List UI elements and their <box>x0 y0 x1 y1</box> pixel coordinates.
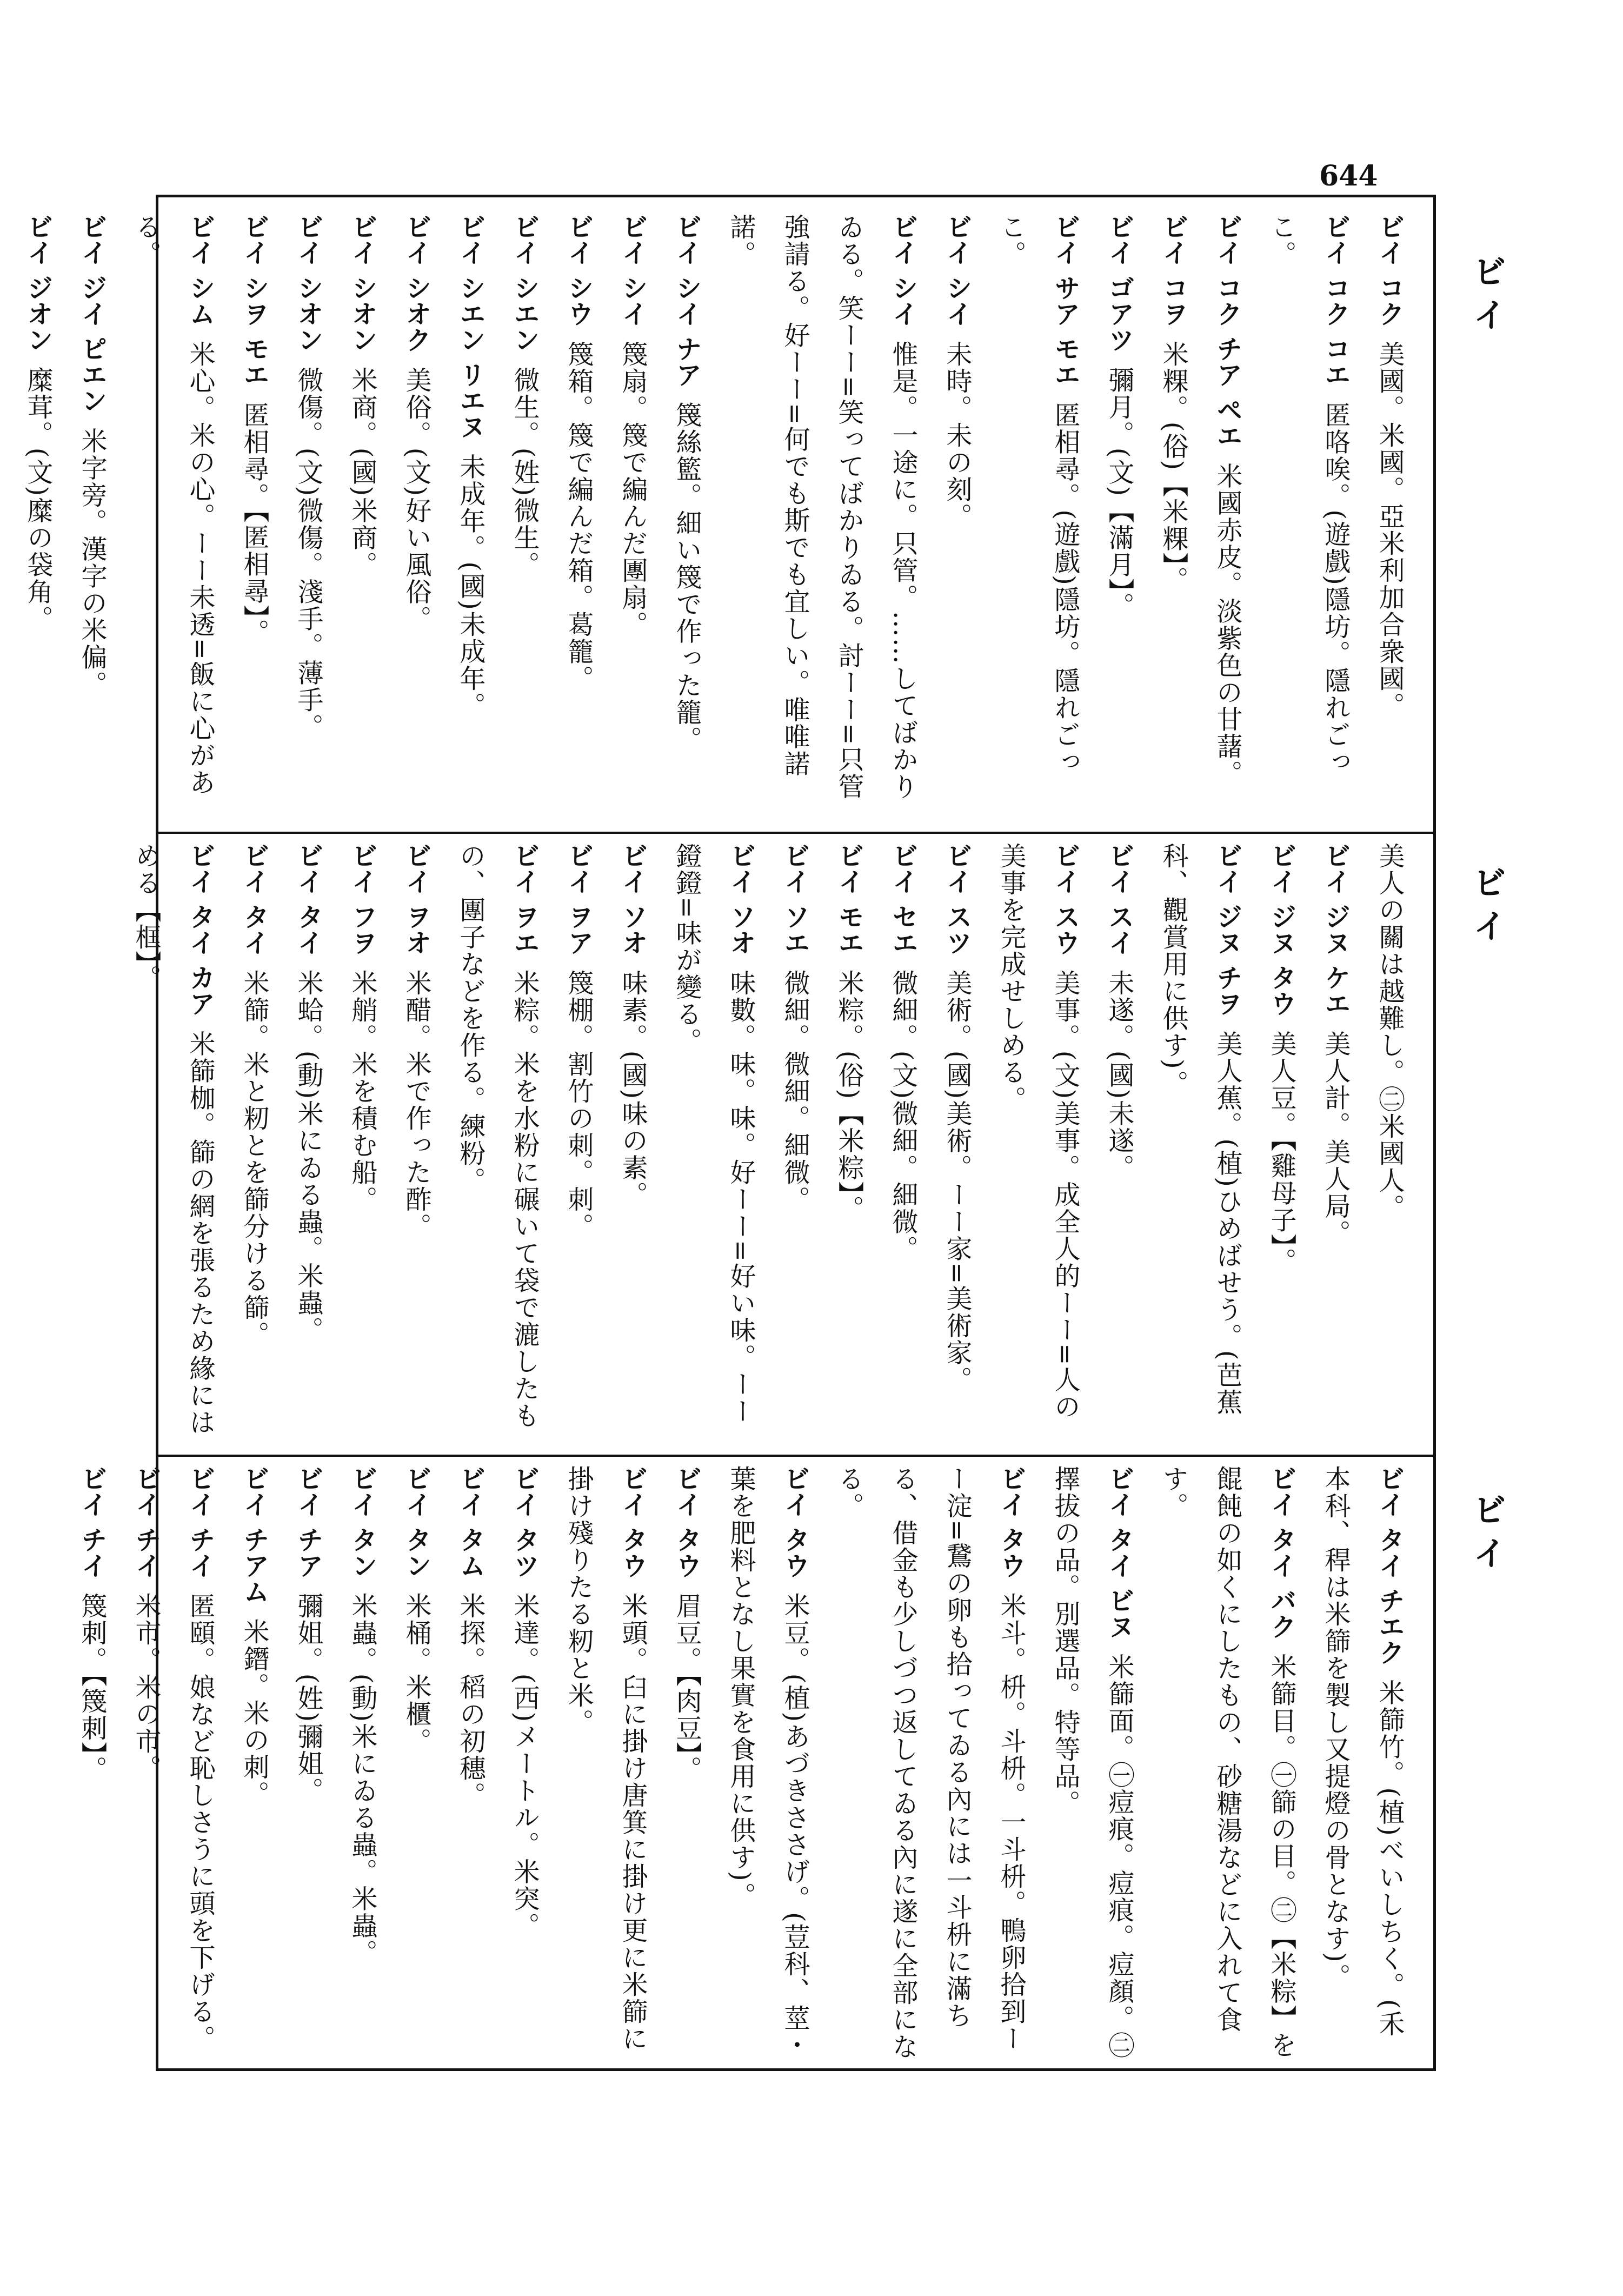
entry-definition: 美俗。(文)好い風俗。 <box>401 366 431 633</box>
entry-reading: ビイ コヲ <box>1158 214 1188 327</box>
dictionary-entry <box>930 214 984 822</box>
entry-definition: 未成年。(國)未成年。 <box>455 453 485 719</box>
entry-definition: 美人豆。【雞母子】。 <box>1266 1030 1296 1275</box>
dictionary-entry <box>606 842 660 1445</box>
dictionary-entry <box>660 214 714 822</box>
dictionary-entry <box>1308 842 1362 1445</box>
entry-definition: 美國。米國。亞米利加合衆國。 <box>1374 340 1405 719</box>
dictionary-entry <box>1362 842 1416 1445</box>
entry-definition: 匿相尋。(遊戲)隱坊。隱れごっこ。 <box>996 214 1080 775</box>
entry-definition: 美人蕉。(植)ひめばせう。(芭蕉科、觀賞用に供す)。 <box>1158 842 1242 1416</box>
entry-definition: 美術。(國)美術。ーー家=美術家。 <box>942 969 972 1393</box>
entry-reading: ビイ シウ <box>563 214 594 327</box>
entry-reading: ビイ ジヌ ケエ <box>1320 842 1351 1017</box>
dictionary-entry <box>714 214 930 822</box>
dictionary-entry <box>1092 842 1146 1445</box>
dictionary-entry <box>119 214 227 822</box>
dictionary-entry <box>497 214 551 822</box>
dictionary-entry <box>65 214 119 822</box>
entry-reading: ビイ チイ <box>185 1465 215 1578</box>
entry-definition: 米篩竹。(植)べいしちく。(禾本科、稈は米篩を製し又提燈の骨となす)。 <box>1320 1465 1405 2038</box>
entry-reading: ビイ タイ バク <box>1266 1465 1296 1640</box>
dictionary-entry <box>119 842 227 1445</box>
entry-reading: ビイ タウ <box>780 1465 810 1578</box>
dictionary-entry <box>551 842 606 1445</box>
entry-definition: 美人計。美人局。 <box>1320 1030 1351 1247</box>
entry-reading: ビイ タイ カア <box>185 842 215 1017</box>
dictionary-entry <box>876 842 930 1445</box>
dictionary-entry <box>443 1465 497 2060</box>
entry-reading: ビイ セエ <box>888 842 918 955</box>
dictionary-entry <box>389 214 443 822</box>
entry-definition: 微生。(姓)微生。 <box>509 366 540 579</box>
entry-reading: ビイ スツ <box>942 842 972 955</box>
entry-reading: ビイ コク <box>1374 214 1405 327</box>
dictionary-entry <box>1254 842 1308 1445</box>
entry-definition: 彌姐。(姓)彌姐。 <box>293 1592 323 1804</box>
entry-reading: ビイ フヲ <box>347 842 377 955</box>
entry-definition: 米桶。米櫃。 <box>401 1592 431 1755</box>
entry-reading: ビイ シイ <box>617 214 648 327</box>
entry-reading: ビイ タン <box>347 1465 377 1578</box>
entry-definition: 米篩。米と籾とを篩分ける篩。 <box>239 969 269 1348</box>
entry-reading: ビイ タウ <box>996 1465 1026 1578</box>
entry-definition: 米豆。(植)あづきささげ。(荳科、莖・葉を肥料となし果實を食用に供す)。 <box>726 1465 810 2059</box>
entry-reading: ビイ タイ <box>293 842 323 955</box>
entry-reading: ビイ シム <box>185 214 215 327</box>
dictionary-entry <box>389 842 443 1445</box>
entry-reading: ビイ ソエ <box>780 842 810 955</box>
entry-reading: ビイ シヲ モエ <box>239 214 269 388</box>
entry-definition: 未遂。(國)未遂。 <box>1104 969 1134 1182</box>
dictionary-entry <box>1038 1465 1146 2060</box>
entry-reading: ビイ シエン <box>509 214 540 353</box>
dictionary-entry <box>984 214 1092 822</box>
entry-reading: ビイ ジオン <box>23 214 53 353</box>
dictionary-entry <box>227 842 281 1445</box>
entry-definition: 匿相尋。【匿相尋】。 <box>239 401 269 646</box>
entry-reading: ビイ シエン リエヌ <box>455 214 485 440</box>
entry-reading: ビイ チア <box>293 1465 323 1578</box>
entry-definition: 惟是。一途に。只管。……してばかりゐる。笑ーー=笑ってばかりゐる。討ーー=只管強請る。好ーー=何でも斯でも宜しい。唯唯諾諾。 <box>726 214 918 800</box>
entry-reading: ビイ タイ <box>239 842 269 955</box>
entry-definition: 眉豆。【肉豆】。 <box>671 1592 702 1783</box>
dictionary-entry <box>1092 214 1146 822</box>
entry-reading: ビイ タツ <box>509 1465 540 1578</box>
dictionary-entry <box>1146 842 1254 1445</box>
dictionary-entry <box>1146 214 1200 822</box>
entry-reading: ビイ シイ <box>942 214 972 327</box>
entry-definition: 米探。稻の初穗。 <box>455 1592 485 1809</box>
dictionary-entry <box>227 214 281 822</box>
entry-reading: ビイ ジヌ タウ <box>1266 842 1296 1017</box>
entry-definition: 米鐕。米の刺。 <box>239 1618 269 1808</box>
entry-reading: ビイ ソオ <box>617 842 648 955</box>
entry-reading: ビイ モエ <box>834 842 864 955</box>
entry-reading: ビイ ヲオ <box>401 842 431 955</box>
dictionary-entry <box>660 1465 714 2060</box>
entry-definition: 米篩目。㊀篩の目。㊁【米粽】を餛飩の如くにしたもの、砂糖湯などに入れて食す。 <box>1158 1465 1296 2059</box>
entry-reading: ビイ タウ <box>671 1465 702 1578</box>
entry-reading: ビイ シオン <box>293 214 323 353</box>
dictionary-entry <box>930 842 984 1445</box>
entry-definition: 米市。米の市。 <box>131 1592 161 1782</box>
dictionary-entry <box>335 1465 389 2060</box>
entry-definition: 糜茸。(文)糜の袋角。 <box>23 366 53 633</box>
entry-reading: ビイ チアム <box>239 1465 269 1604</box>
dictionary-entry <box>65 1465 119 2060</box>
entry-reading: ビイ タム <box>455 1465 485 1578</box>
entry-definition: 美事。(文)美事。成全人的ーー=人の美事を完成せしめる。 <box>996 842 1080 1421</box>
dictionary-entry <box>1254 214 1362 822</box>
column-heading-2: ビイ <box>1467 865 1507 952</box>
entry-reading: ビイ タイ チエク <box>1374 1465 1405 1665</box>
dictionary-entry <box>1146 1465 1308 2060</box>
dictionary-entry <box>768 842 822 1445</box>
dictionary-entry <box>119 1465 173 2060</box>
entry-reading: ビイ タウ <box>617 1465 648 1578</box>
dictionary-entry <box>389 1465 443 2060</box>
dictionary-entry <box>1308 1465 1416 2060</box>
entry-definition: 米篩面。㊀痘痕。痘痕。痘顏。㊁擇拔の品。別選品。特等品。 <box>1050 1465 1134 2059</box>
dictionary-entry <box>822 1465 1038 2060</box>
dictionary-entry <box>822 842 876 1445</box>
entry-reading: ビイ ジイ ピエン <box>77 214 107 414</box>
entry-definition: 米蟲。(動)米にゐる蟲。米蟲。 <box>347 1592 377 1967</box>
entry-reading: ビイ チイ <box>131 1465 161 1578</box>
dictionary-entry <box>335 214 389 822</box>
entry-reading: ビイ ジヌ チヲ <box>1212 842 1242 1017</box>
dictionary-section-1 <box>23 214 1416 822</box>
dictionary-entry <box>551 214 606 822</box>
dictionary-entry <box>714 1465 822 2060</box>
dictionary-entry <box>0 214 11 822</box>
entry-definition: 米頭。臼に掛け唐箕に掛け更に米篩に掛け殘りたる籾と米。 <box>563 1465 648 2052</box>
entry-reading: ビイ ゴアツ <box>1104 214 1134 353</box>
entry-definition: 篾絲籃。細い篾で作った籠。 <box>671 401 702 753</box>
dictionary-entry <box>443 214 497 822</box>
dictionary-entry <box>984 842 1092 1445</box>
entry-reading: ビイ シイ ナア <box>671 214 702 388</box>
entry-definition: 米粽。(俗)【米粽】。 <box>834 969 864 1223</box>
entry-reading: ビイ ヲア <box>563 842 594 955</box>
entry-definition: 微傷。(文)微傷。淺手。薄手。 <box>293 366 323 741</box>
entry-reading: ビイ ソオ <box>726 842 756 955</box>
dictionary-entry <box>173 1465 227 2060</box>
entry-definition: 味數。味。味。好ーー=好い味。ーー鐙鐙=味が變る。 <box>671 842 756 1425</box>
dictionary-entry <box>660 842 768 1445</box>
entry-definition: 篾棚。割竹の刺。刺。 <box>563 969 594 1240</box>
entry-definition: 米篩枷。篩の網を張るため緣にはめる【框】。 <box>131 842 215 1436</box>
entry-reading: ビイ シイ <box>888 214 918 327</box>
entry-definition: 米粿。(俗)【米粿】。 <box>1158 340 1188 594</box>
entry-reading: ビイ スイ <box>1104 842 1134 955</box>
entry-definition: 米粽。米を水粉に碾いて袋で漉したもの、團子などを作る。練粉。 <box>455 842 540 1429</box>
dictionary-entry <box>606 214 660 822</box>
entry-definition: 味素。(國)味の素。 <box>617 969 648 1209</box>
entry-reading: ビイ タイ ビヌ <box>1104 1465 1134 1640</box>
entry-reading: ビイ シオン <box>347 214 377 353</box>
dictionary-entry <box>11 214 65 822</box>
entry-reading: ビイ タン <box>401 1465 431 1578</box>
dictionary-entry <box>443 842 551 1445</box>
entry-definition: 米斗。枡。斗枡。一斗枡。鴨卵拾到ーー淀=鵞の卵も拾ってゐる內には一斗枡に滿ちる、借金も少しづつ返してゐる內に遂に全部になる。 <box>834 1465 1026 2060</box>
column-heading-3: ビイ <box>1467 1492 1507 1579</box>
dictionary-entry <box>281 1465 335 2060</box>
entry-definition: 微細。微細。細微。 <box>780 969 810 1213</box>
dictionary-section-2 <box>131 842 1416 1445</box>
page-number: 644 <box>1319 160 1378 193</box>
entry-definition: 美人の關は越難し。㊁米國人。 <box>1374 842 1405 1221</box>
dictionary-entry <box>281 842 335 1445</box>
entry-definition: 篾箱。篾で編んだ箱。葛籠。 <box>563 340 594 692</box>
entry-definition: 未時。未の刻。 <box>942 340 972 530</box>
entry-definition: 篾扇。篾で編んだ團扇。 <box>617 340 648 638</box>
entry-definition: 匿頤。娘など恥しさうに頭を下げる。 <box>185 1592 215 2052</box>
entry-definition: 米國赤皮。淡紫色の甘藷。 <box>1212 462 1242 787</box>
entry-reading: ビイ コク コエ <box>1320 214 1351 388</box>
dictionary-entry <box>551 1465 660 2060</box>
entry-definition: 米艄。米を積む船。 <box>347 969 377 1213</box>
entry-reading: ビイ スウ <box>1050 842 1080 955</box>
dictionary-entry <box>1362 214 1416 822</box>
entry-definition: 米商。(國)米商。 <box>347 366 377 579</box>
dictionary-entry <box>335 842 389 1445</box>
entry-definition: 匿咯唉。(遊戲)隱坊。隱れごっこ。 <box>1266 214 1351 775</box>
entry-definition: 篾刺。【篾刺】。 <box>77 1592 107 1783</box>
entry-reading: ビイ コク チア ペエ <box>1212 214 1242 449</box>
entry-definition: 米蛤。(動)米にゐる蟲。米蟲。 <box>293 969 323 1344</box>
entry-definition: 米字旁。漢字の米偏。 <box>77 427 107 698</box>
entry-reading: ビイ チイ <box>77 1465 107 1578</box>
entry-definition: 彌月。(文)【滿月】。 <box>1104 366 1134 620</box>
dictionary-section-3 <box>77 1465 1416 2060</box>
entry-definition: 米醋。米で作った酢。 <box>401 969 431 1240</box>
entry-reading: ビイ ヲエ <box>509 842 540 955</box>
entry-definition: 米達。(西)メートル。米突。 <box>509 1592 540 1940</box>
dictionary-entry <box>281 214 335 822</box>
section-divider <box>158 1455 1433 1457</box>
entry-definition: 微細。(文)微細。細微。 <box>888 969 918 1263</box>
column-heading-1: ビイ <box>1467 254 1507 341</box>
dictionary-entry <box>227 1465 281 2060</box>
entry-reading: ビイ シオク <box>401 214 431 353</box>
dictionary-entry <box>497 1465 551 2060</box>
section-divider <box>158 832 1433 834</box>
entry-definition: 米心。米の心。ーー未透=飯に心がある。 <box>131 214 215 796</box>
dictionary-entry <box>1200 214 1254 822</box>
entry-reading: ビイ サア モエ <box>1050 214 1080 388</box>
